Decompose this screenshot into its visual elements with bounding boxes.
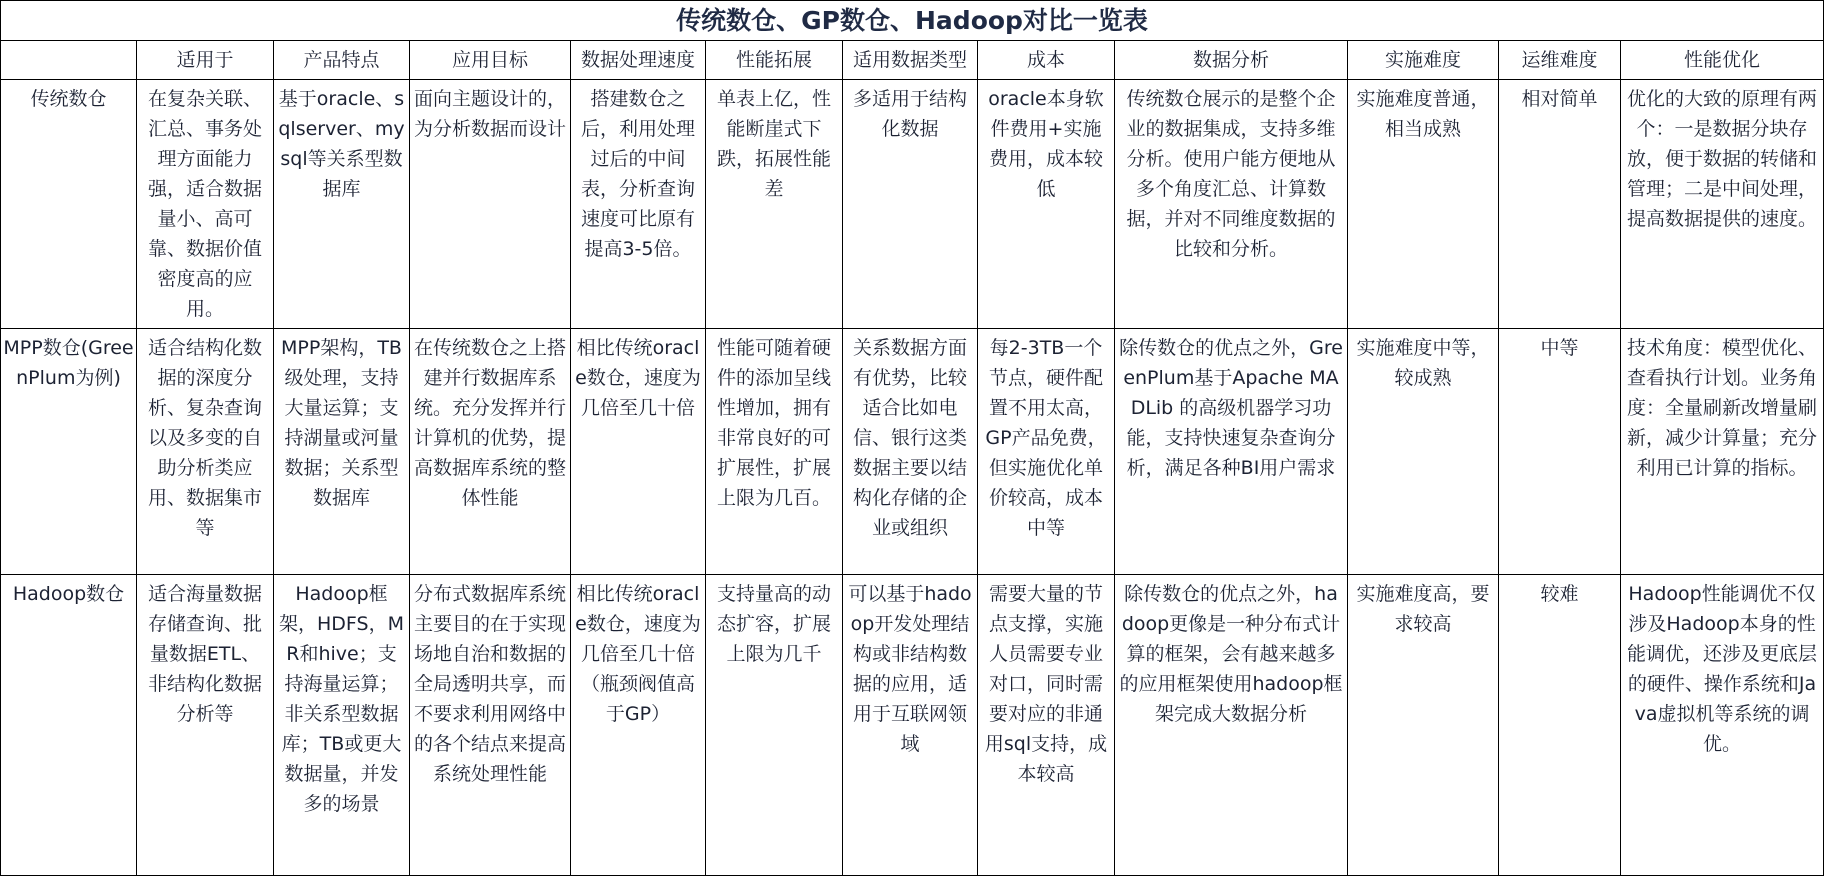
table-cell: 可以基于hadoop开发处理结构或非结构数据的应用，适用于互联网领域 <box>843 575 978 876</box>
column-header: 实施难度 <box>1348 41 1499 80</box>
table-cell: 适合海量数据存储查询、批量数据ETL、非结构化数据分析等 <box>137 575 274 876</box>
column-header: 数据处理速度 <box>571 41 706 80</box>
table-cell: 分布式数据库系统主要目的在于实现场地自治和数据的全局透明共享，而不要求利用网络中的各个结点来提高系统处理性能 <box>410 575 571 876</box>
table-row <box>1 80 1824 329</box>
table-cell: oracle本身软件费用+实施费用，成本较低 <box>978 80 1115 329</box>
table-cell: 在传统数仓之上搭建并行数据库系统。充分发挥并行计算机的优势，提高数据库系统的整体性能 <box>410 329 571 575</box>
table-cell: 中等 <box>1499 329 1621 575</box>
row-header: 传统数仓 <box>1 80 137 329</box>
table-cell: 支持量高的动态扩容，扩展上限为几千 <box>706 575 843 876</box>
table-cell: 实施难度高，要求较高 <box>1348 575 1499 876</box>
table-cell: 多适用于结构化数据 <box>843 80 978 329</box>
column-header: 成本 <box>978 41 1115 80</box>
row-header: MPP数仓(GreenPlum为例) <box>1 329 137 575</box>
table-cell: 相比传统oracle数仓，速度为几倍至几十倍（瓶颈阀值高于GP） <box>571 575 706 876</box>
table-cell: 较难 <box>1499 575 1621 876</box>
table-cell: 优化的大致的原理有两个：一是数据分块存放，便于数据的转储和管理；二是中间处理，提高数据提供的速度。 <box>1621 80 1824 329</box>
table-cell: 除传数仓的优点之外，GreenPlum基于Apache MADLib 的高级机器学习功能，支持快速复杂查询分析，满足各种BI用户需求 <box>1115 329 1348 575</box>
header-corner <box>1 41 137 80</box>
table-cell: 每2-3TB一个节点，硬件配置不用太高，GP产品免费，但实施优化单价较高，成本中等 <box>978 329 1115 575</box>
column-header: 数据分析 <box>1115 41 1348 80</box>
table-row <box>1 329 1824 575</box>
table-cell: 技术角度：模型优化、查看执行计划。业务角度：全量刷新改增量刷新，减少计算量；充分利用已计算的指标。 <box>1621 329 1824 575</box>
table-cell: 适合结构化数据的深度分析、复杂查询以及多变的自助分析类应用、数据集市等 <box>137 329 274 575</box>
header-row <box>1 41 1824 80</box>
table-cell: 需要大量的节点支撑，实施人员需要专业对口，同时需要对应的非通用sql支持，成本较高 <box>978 575 1115 876</box>
table-title: 传统数仓、GP数仓、Hadoop对比一览表 <box>1 1 1824 41</box>
column-header: 性能优化 <box>1621 41 1824 80</box>
table-cell: 除传数仓的优点之外，hadoop更像是一种分布式计算的框架，会有越来越多的应用框架使用hadoop框架完成大数据分析 <box>1115 575 1348 876</box>
column-header: 性能拓展 <box>706 41 843 80</box>
column-header: 产品特点 <box>274 41 410 80</box>
row-header: Hadoop数仓 <box>1 575 137 876</box>
table-cell: 实施难度中等，较成熟 <box>1348 329 1499 575</box>
column-header: 适用于 <box>137 41 274 80</box>
column-header: 运维难度 <box>1499 41 1621 80</box>
table-cell: MPP架构，TB级处理，支持大量运算；支持湖量或河量数据；关系型数据库 <box>274 329 410 575</box>
table-body <box>1 80 1824 876</box>
table-cell: 传统数仓展示的是整个企业的数据集成，支持多维分析。使用户能方便地从多个角度汇总、计算数据，并对不同维度数据的比较和分析。 <box>1115 80 1348 329</box>
table-cell: 实施难度普通，相当成熟 <box>1348 80 1499 329</box>
table-cell: 相比传统oracle数仓，速度为几倍至几十倍 <box>571 329 706 575</box>
table-cell: Hadoop性能调优不仅涉及Hadoop本身的性能调优，还涉及更底层的硬件、操作系统和Java虚拟机等系统的调优。 <box>1621 575 1824 876</box>
table-cell: 相对简单 <box>1499 80 1621 329</box>
table-cell: 基于oracle、sqlserver、mysql等关系型数据库 <box>274 80 410 329</box>
table-cell: Hadoop框架，HDFS，MR和hive；支持海量运算；非关系型数据库；TB或更大数据量，并发多的场景 <box>274 575 410 876</box>
table-cell: 单表上亿，性能断崖式下跌，拓展性能差 <box>706 80 843 329</box>
table-cell: 性能可随着硬件的添加呈线性增加，拥有非常良好的可扩展性，扩展上限为几百。 <box>706 329 843 575</box>
table-cell: 关系数据方面有优势，比较适合比如电信、银行这类数据主要以结构化存储的企业或组织 <box>843 329 978 575</box>
table-cell: 搭建数仓之后，利用处理过后的中间表，分析查询速度可比原有提高3-5倍。 <box>571 80 706 329</box>
table-cell: 面向主题设计的，为分析数据而设计 <box>410 80 571 329</box>
column-header: 应用目标 <box>410 41 571 80</box>
table-row <box>1 575 1824 876</box>
column-header: 适用数据类型 <box>843 41 978 80</box>
table-cell: 在复杂关联、汇总、事务处理方面能力强，适合数据量小、高可靠、数据价值密度高的应用。 <box>137 80 274 329</box>
